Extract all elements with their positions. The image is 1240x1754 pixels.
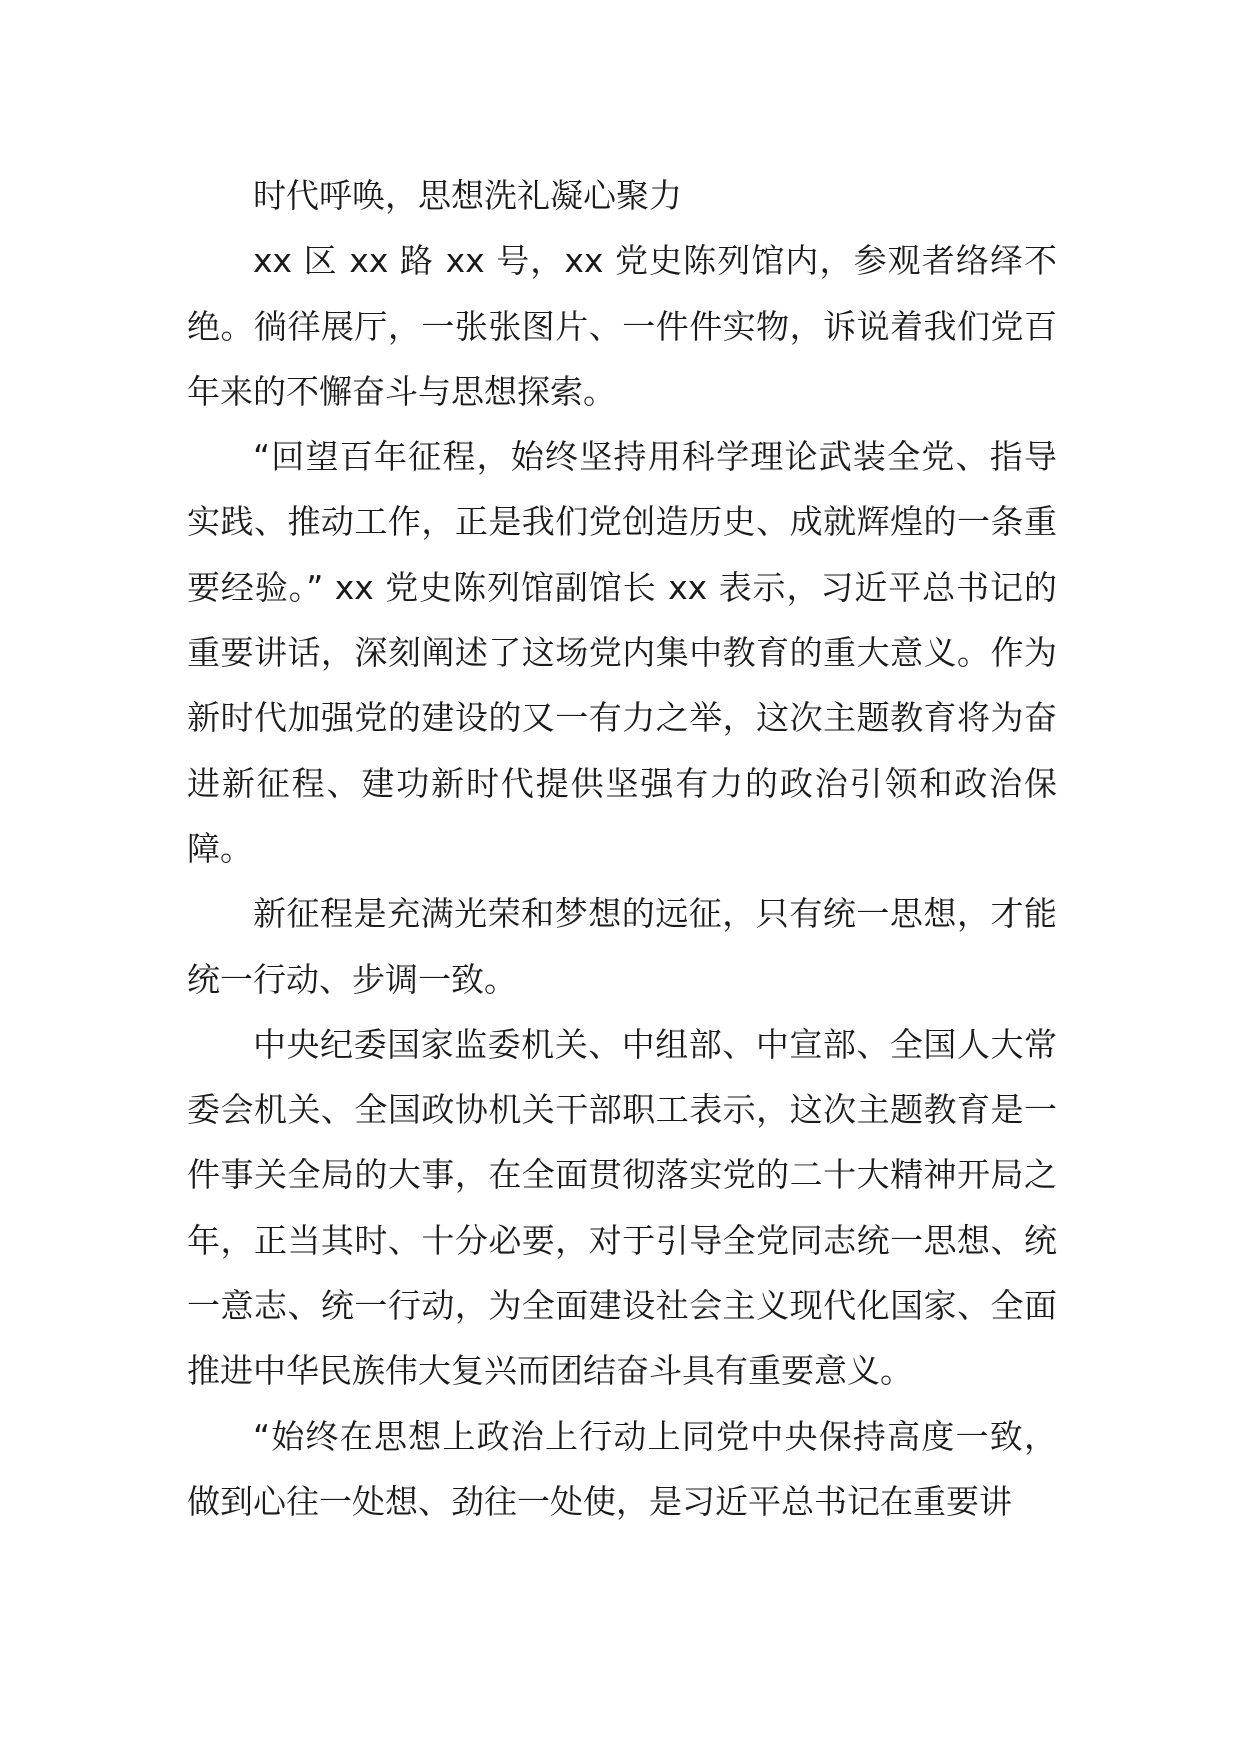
paragraph: “回望百年征程，始终坚持用科学理论武装全党、指导实践、推动工作，正是我们党创造历史、成就辉煌的一条重要经验。” xx 党史陈列馆副馆长 xx 表示，习近平总书记的重要讲话，深刻阐述了这场党内集中教育的重大意义。作为新时代加强党的建设的又一有力之举，这次主题教育将为奋进新征程、建功新时代提供坚强有力的政治引领和政治保障。 xyxy=(187,437,1057,868)
paragraph: 中央纪委国家监委机关、中组部、中宣部、全国人大常委会机关、全国政协机关干部职工表示，这次主题教育是一件事关全局的大事，在全面贯彻落实党的二十大精神开局之年，正当其时、十分必要，对于引导全党同志统一思想、统一意志、统一行动，为全面建设社会主义现代化国家、全面推进中华民族伟大复兴而团结奋斗具有重要意义。 xyxy=(187,1024,1057,1391)
paragraph: “始终在思想上政治上行动上同党中央保持高度一致，做到心往一处想、劲往一处使，是习近平总书记在重要讲 xyxy=(187,1416,1057,1521)
document-body xyxy=(187,163,1057,1534)
paragraph: xx 区 xx 路 xx 号，xx 党史陈列馆内，参观者络绎不绝。徜徉展厅，一张张图片、一件件实物，诉说着我们党百年来的不懈奋斗与思想探索。 xyxy=(187,241,1057,411)
paragraph-heading: 时代呼唤，思想洗礼凝心聚力 xyxy=(253,176,682,215)
paragraph: 新征程是充满光荣和梦想的远征，只有统一思想，才能统一行动、步调一致。 xyxy=(187,894,1057,999)
